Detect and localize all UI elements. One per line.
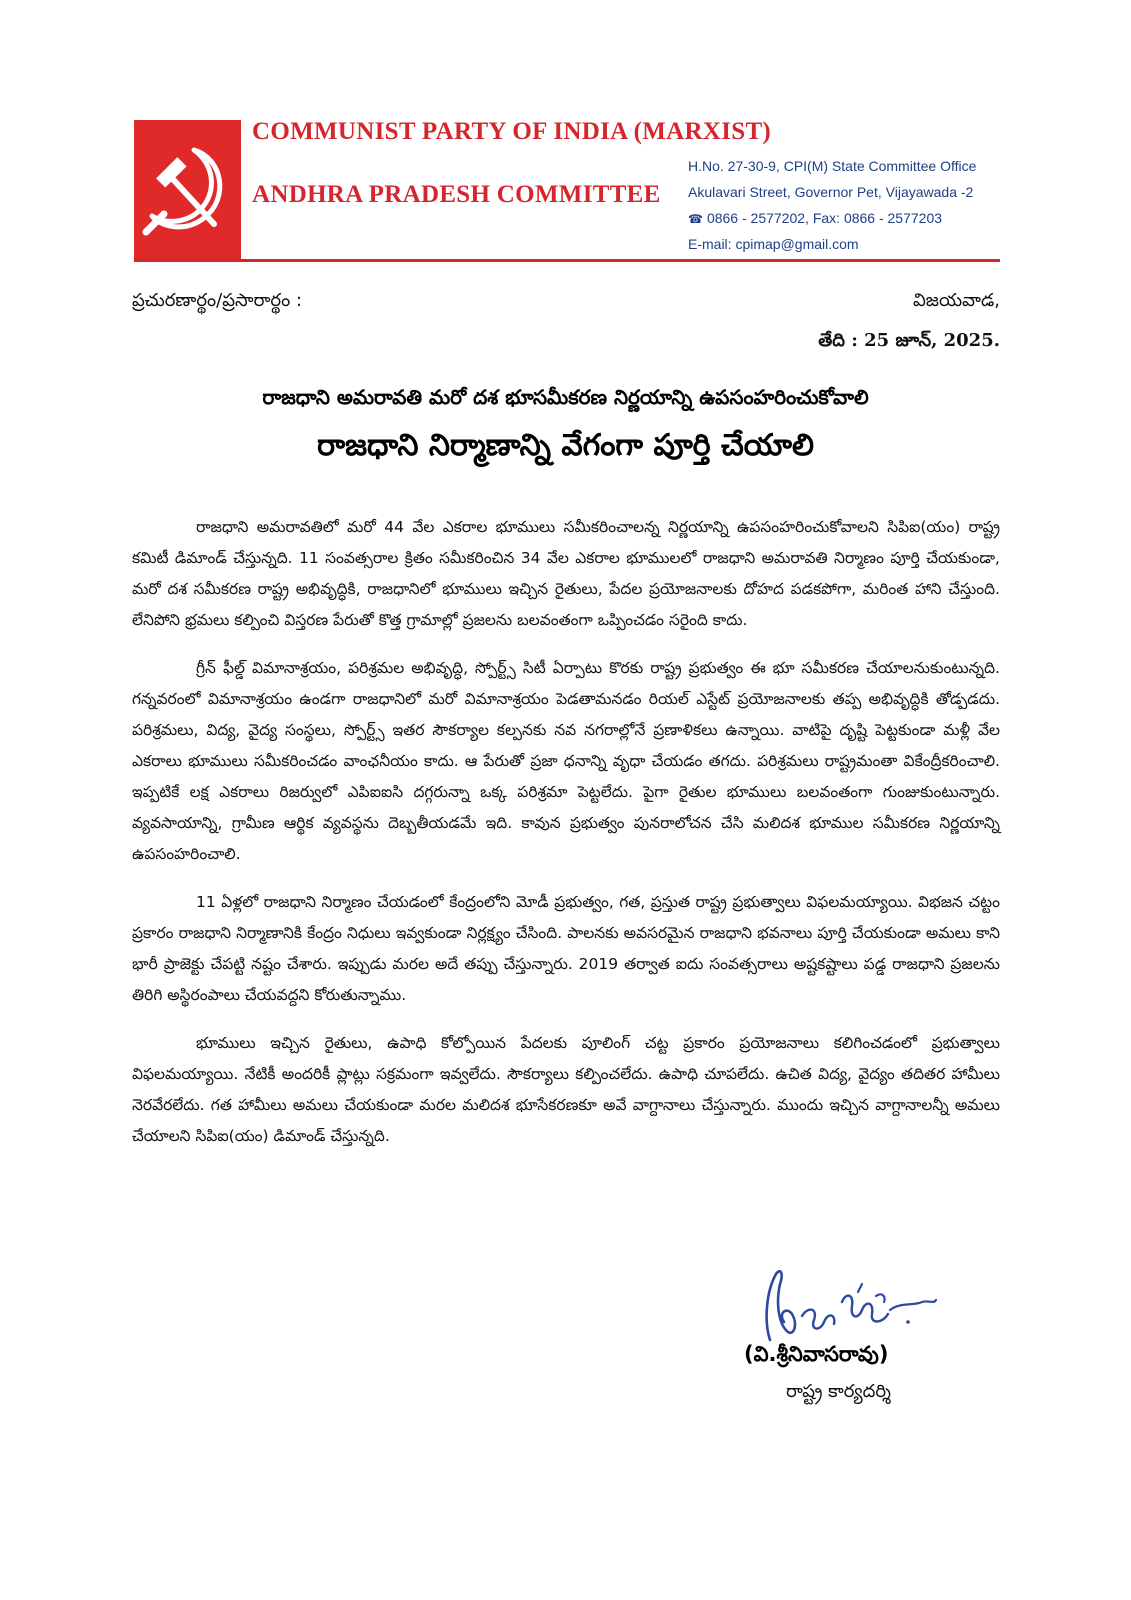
- phone-fax-text: 0866 - 2577202, Fax: 0866 - 2577203: [706, 210, 943, 226]
- hammer-and-sickle-icon: [134, 120, 241, 260]
- handwritten-signature: [758, 1262, 948, 1352]
- letterhead-divider: [134, 259, 1000, 262]
- paragraph-1: రాజధాని అమరావతిలో మరో 44 వేల ఎకరాల భూములు సమీకరించాలన్న నిర్ణయాన్ని ఉపసంహరించుకోవాలని సిపిఐ(యం) రాష్ట్ర కమిటీ డిమాండ్ చేస్తున్నది. 11 సంవత్సరాల క్రితం సమీకరించిన 34 వేల ఎకరాల భూములలో రాజధాని అమరావతి నిర్మాణం పూర్తి చేయకుండా, మరో దశ సమీకరణ రాష్ట్ర అభివృద్ధికి, రాజధానిలో భూములు ఇచ్చిన రైతులు, పేదల ప్రయోజనాలకు దోహద పడకపోగా, మరింత హాని చేస్తుంది. లేనిపోని భ్రమలు కల్పించి విస్తరణ పేరుతో కొత్త గ్రామాల్లో ప్రజలను బలవంతంగా ఒప్పించడం సరైంది కాదు.: [132, 518, 1000, 629]
- date: తేది : 25 జూన్, 2025.: [818, 330, 1000, 351]
- party-logo: [134, 120, 241, 260]
- paragraph-4: భూములు ఇచ్చిన రైతులు, ఉపాధి కోల్పోయిన పేదలకు పూలింగ్ చట్ట ప్రకారం ప్రయోజనాలు కలిగించడంలో ప్రభుత్వాలు విఫలమయ్యాయి. నేటికీ అందరికీ ప్లాట్లు సక్రమంగా ఇవ్వలేదు. సౌకర్యాలు కల్పించలేదు. ఉపాధి చూపలేదు. ఉచిత విద్య, వైద్యం తదితర హామీలు నెరవేరలేదు. గత హామీలు అమలు చేయకుండా మరల మలిదశ భూసేకరణకూ అవే వాగ్దానాలు చేస్తున్నారు. ముందు ఇచ్చిన వాగ్దానాలన్నీ అమలు చేయాలని సిపిఐ(యం) డిమాండ్ చేస్తున్నది.: [132, 1034, 1000, 1145]
- address-line-1: H.No. 27-30-9, CPI(M) State Committee Office: [688, 158, 977, 174]
- subheading: రాజధాని అమరావతి మరో దశ భూసమీకరణ నిర్ణయాన్ని ఉపసంహరించుకోవాలి: [262, 385, 869, 409]
- signatory-name: (వి.శ్రీనివాసరావు): [744, 1342, 889, 1366]
- phone-icon: ☎: [688, 212, 703, 226]
- publication-label: ప్రచురణార్థం/ప్రసారార్థం :: [132, 290, 303, 311]
- signatory-title: రాష్ట్ర కార్యదర్శి: [786, 1381, 891, 1402]
- organization-name: COMMUNIST PARTY OF INDIA (MARXIST): [252, 118, 772, 145]
- phone-fax-line: [688, 210, 942, 226]
- paragraph-2: గ్రీన్ ఫీల్డ్ విమానాశ్రయం, పరిశ్రమల అభివృద్ధి, స్పోర్ట్స్ సిటీ ఏర్పాటు కొరకు రాష్ట్ర ప్రభుత్వం ఈ భూ సమీకరణ చేయాలనుకుంటున్నది. గన్నవరంలో విమానాశ్రయం ఉండగా రాజధానిలో మరో విమానాశ్రయం పెడతామనడం రియల్ ఎస్టేట్ ప్రయోజనాలకు తప్ప అభివృద్ధికి తోడ్పడదు. పరిశ్రమలు, విద్య, వైద్య సంస్థలు, స్పోర్ట్స్ ఇతర సౌకర్యాల కల్పనకు నవ నగరాల్లోనే ప్రణాళికలు ఉన్నాయి. వాటిపై దృష్టి పెట్టకుండా మళ్లీ వేల ఎకరాలు భూములు సమీకరించడం వాంఛనీయం కాదు. ఆ పేరుతో ప్రజా ధనాన్ని వృధా చేయడం తగదు. పరిశ్రమలు రాష్ట్రమంతా వికేంద్రీకరించాలి. ఇప్పటికే లక్ష ఎకరాలు రిజర్వులో ఎపిఐఐసి దగ్గరున్నా ఒక్క పరిశ్రమా పెట్టలేదు. పైగా రైతుల భూములు బలవంతంగా గుంజుకుంటున్నారు. వ్యవసాయాన్ని, గ్రామీణ ఆర్థిక వ్యవస్థను దెబ్బతీయడమే ఇది. కావున ప్రభుత్వం పునరాలోచన చేసి మలిదశ భూముల సమీకరణ నిర్ణయాన్ని ఉపసంహరించాలి.: [132, 659, 1000, 863]
- address-line-2: Akulavari Street, Governor Pet, Vijayawada -2: [688, 184, 974, 200]
- paragraph-3: 11 ఏళ్లలో రాజధాని నిర్మాణం చేయడంలో కేంద్రంలోని మోడీ ప్రభుత్వం, గత, ప్రస్తుత రాష్ట్ర ప్రభుత్వాలు విఫలమయ్యాయి. విభజన చట్టం ప్రకారం రాజధాని నిర్మాణానికి కేంద్రం నిధులు ఇవ్వకుండా నిర్లక్ష్యం చేసింది. పాలనకు అవసరమైన రాజధాని భవనాలు పూర్తి చేయకుండా అమలు కాని భారీ ప్రాజెక్టు చేపట్టి నష్టం చేశారు. ఇప్పుడు మరల అదే తప్పు చేస్తున్నారు. 2019 తర్వాత ఐదు సంవత్సరాలు అష్టకష్టాలు పడ్డ రాజధాని ప్రజలను తిరిగి అస్థిరంపాలు చేయవద్దని కోరుతున్నాము.: [132, 893, 1000, 1004]
- email-line: E-mail: cpimap@gmail.com: [688, 236, 859, 252]
- place: విజయవాడ,: [912, 290, 1000, 311]
- committee-name: ANDHRA PRADESH COMMITTEE: [252, 181, 661, 208]
- main-heading: రాజధాని నిర్మాణాన్ని వేగంగా పూర్తి చేయాలి: [317, 428, 814, 463]
- body-text: [132, 512, 1000, 1169]
